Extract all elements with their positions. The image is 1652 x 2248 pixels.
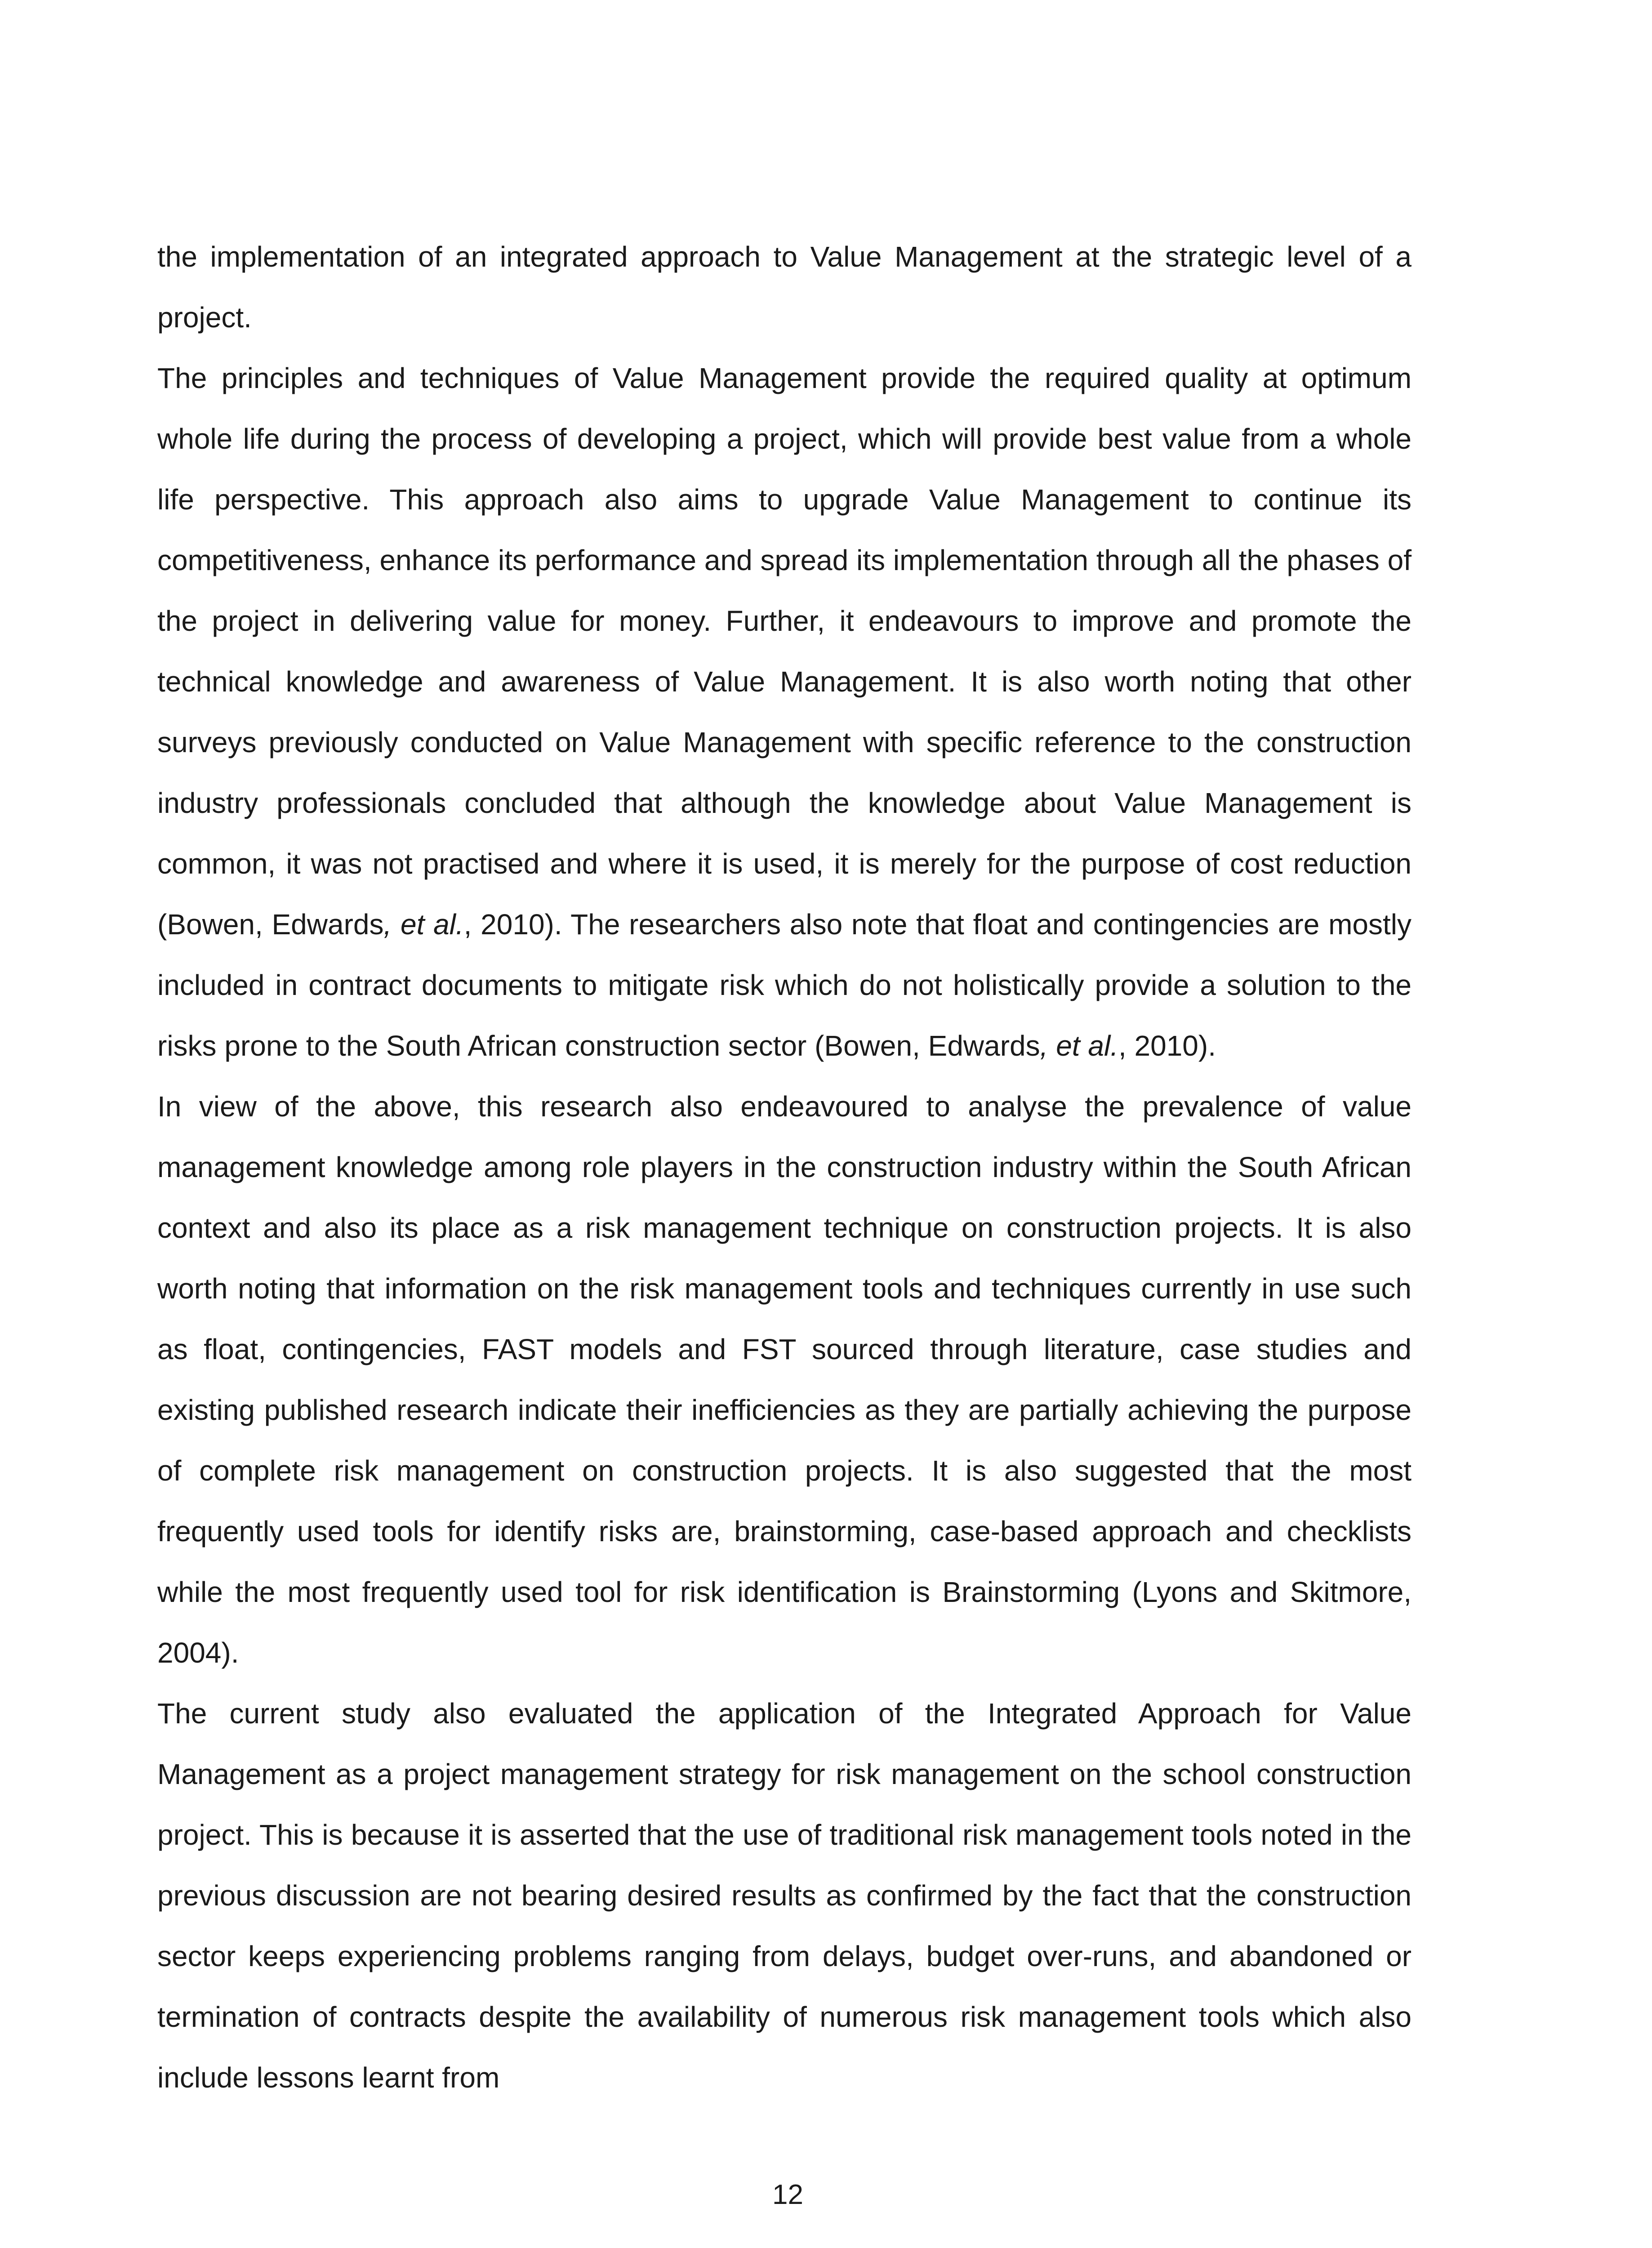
paragraph-2 <box>157 348 1412 1076</box>
paragraph-3 <box>157 1076 1412 1683</box>
paragraph-1 <box>157 227 1412 348</box>
paragraph-4-text: The current study also evaluated the application of the Integrated Approach for Value Management as a project management strategy for risk management on the school construction project. This is because it is asserted that the use of traditional risk management tools noted in the previous discussion are not bearing desired results as confirmed by the fact that the construction sector keeps experiencing problems ranging from delays, budget over-runs, and abandoned or termination of contracts despite the availability of numerous risk management tools which also include lessons learnt from <box>157 1697 1412 2094</box>
paragraph-1-text: the implementation of an integrated approach to Value Management at the strategic level of a project. <box>157 241 1412 334</box>
page-number: 12 <box>772 2179 803 2210</box>
paragraph-2-text: The principles and techniques of Value Management provide the required quality at optimum whole life during the process of developing a project, which will provide best value from a whole life perspective. This approach also aims to upgrade Value Management to continue its competitiveness, enhance its performance and spread its implementation through all the phases of the project in delivering value for money. Further, it endeavours to improve and promote the technical knowledge and awareness of Value Management. It is also worth noting that other surveys previously conducted on Value Management with specific reference to the construction industry professionals concluded that although the knowledge about Value Management is common, it was not practised and where it is used, it is merely for the purpose of cost reduction (Bowen, Edwards <box>157 362 1412 941</box>
citation-et-al-2: , et al. <box>1040 1030 1118 1062</box>
body-text <box>157 227 1412 2108</box>
paragraph-2-text-cont-2: , 2010). <box>1118 1030 1216 1062</box>
citation-et-al-1: , et al. <box>383 908 464 941</box>
paragraph-2-text-cont-1: , 2010). The researchers also note that float and contingencies are mostly included in contract documents to mitigate risk which do not holistically provide a solution to the risks prone to the South African construction sector (Bowen, Edwards <box>157 908 1412 1062</box>
paragraph-3-text: In view of the above, this research also endeavoured to analyse the prevalence of value management knowledge among role players in the construction industry within the South African context and also its place as a risk management technique on construction projects. It is also worth noting that information on the risk management tools and techniques currently in use such as float, contingencies, FAST models and FST sourced through literature, case studies and existing published research indicate their inefficiencies as they are partially achieving the purpose of complete risk management on construction projects. It is also suggested that the most frequently used tools for identify risks are, brainstorming, case-based approach and checklists while the most frequently used tool for risk identification is Brainstorming (Lyons and Skitmore, 2004). <box>157 1090 1412 1669</box>
paragraph-4 <box>157 1683 1412 2108</box>
